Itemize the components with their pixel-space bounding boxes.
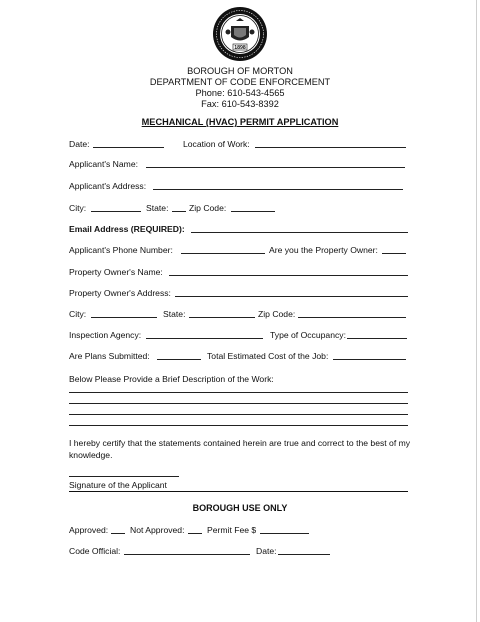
description-line-2[interactable] <box>69 403 408 404</box>
plans-submitted-label: Are Plans Submitted: <box>69 351 150 361</box>
not-approved-label: Not Approved: <box>130 525 185 535</box>
location-label: Location of Work: <box>183 139 250 149</box>
signature-label: Signature of the Applicant <box>69 480 167 490</box>
state-field[interactable] <box>172 211 186 212</box>
owner-zip-label: Zip Code: <box>258 309 296 319</box>
property-owner-question-label: Are you the Property Owner: <box>269 245 378 255</box>
owner-zip-field[interactable] <box>298 317 406 318</box>
plans-submitted-field[interactable] <box>157 359 201 360</box>
date-label: Date: <box>69 139 90 149</box>
date-field[interactable] <box>93 147 164 148</box>
official-date-field[interactable] <box>278 554 330 555</box>
description-line-4[interactable] <box>69 425 408 426</box>
seal-year: 1898 <box>234 45 246 51</box>
email-label: Email Address (REQUIRED): <box>69 224 185 234</box>
owner-address-field[interactable] <box>175 296 408 297</box>
city-label: City: <box>69 203 87 213</box>
approved-field[interactable] <box>111 533 125 534</box>
total-cost-label: Total Estimated Cost of the Job: <box>207 351 329 361</box>
phone-number: Phone: 610-543-4565 <box>195 88 285 98</box>
not-approved-field[interactable] <box>188 533 202 534</box>
zip-label: Zip Code: <box>189 203 227 213</box>
owner-address-label: Property Owner's Address: <box>69 288 171 298</box>
inspection-agency-field[interactable] <box>146 338 263 339</box>
description-line-1[interactable] <box>69 392 408 393</box>
official-date-label: Date: <box>256 546 277 556</box>
occupancy-label: Type of Occupancy: <box>270 330 346 340</box>
property-owner-answer-field[interactable] <box>382 253 406 254</box>
approved-label: Approved: <box>69 525 109 535</box>
inspection-agency-label: Inspection Agency: <box>69 330 142 340</box>
state-label: State: <box>146 203 169 213</box>
fax-number: Fax: 610-543-8392 <box>201 99 279 109</box>
applicant-address-label: Applicant's Address: <box>69 181 147 191</box>
certification-statement: I hereby certify that the statements contained herein are true and correct to the best of my knowledge. <box>69 438 411 460</box>
borough-name: BOROUGH OF MORTON <box>187 66 293 76</box>
borough-use-heading: BOROUGH USE ONLY <box>192 503 288 513</box>
phone-label: Applicant's Phone Number: <box>69 245 173 255</box>
location-field[interactable] <box>255 147 406 148</box>
owner-state-field[interactable] <box>189 317 255 318</box>
total-cost-field[interactable] <box>333 359 406 360</box>
permit-fee-field[interactable] <box>260 533 309 534</box>
email-field[interactable] <box>191 232 408 233</box>
signature-field[interactable] <box>69 476 179 477</box>
zip-field[interactable] <box>231 211 275 212</box>
section-divider <box>69 491 408 492</box>
occupancy-field[interactable] <box>347 338 407 339</box>
owner-state-label: State: <box>163 309 186 319</box>
applicant-name-label: Applicant's Name: <box>69 159 138 169</box>
description-line-3[interactable] <box>69 414 408 415</box>
code-official-field[interactable] <box>124 554 250 555</box>
form-title: MECHANICAL (HVAC) PERMIT APPLICATION <box>141 117 339 127</box>
department-name: DEPARTMENT OF CODE ENFORCEMENT <box>149 77 331 87</box>
owner-city-label: City: <box>69 309 87 319</box>
owner-name-field[interactable] <box>169 275 408 276</box>
owner-name-label: Property Owner's Name: <box>69 267 163 277</box>
phone-field[interactable] <box>181 253 265 254</box>
borough-seal-logo <box>212 6 268 62</box>
city-field[interactable] <box>91 211 141 212</box>
description-label: Below Please Provide a Brief Description of the Work: <box>69 374 274 384</box>
code-official-label: Code Official: <box>69 546 121 556</box>
permit-fee-label: Permit Fee $ <box>207 525 257 535</box>
applicant-name-field[interactable] <box>146 167 405 168</box>
applicant-address-field[interactable] <box>153 189 403 190</box>
owner-city-field[interactable] <box>91 317 157 318</box>
